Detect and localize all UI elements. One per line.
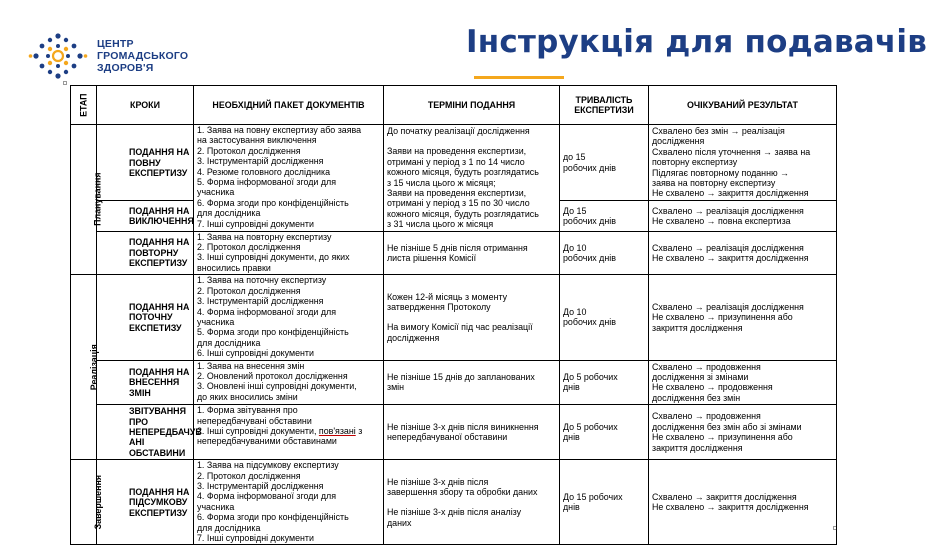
docs-amendments: 1. Заява на внесення змін 2. Оновлений протокол дослідження 3. Оновлені інші супровідні документи, до яких вносились зміни — [194, 360, 384, 405]
page-title: Інструкція для подавачів — [466, 24, 928, 60]
selection-handle — [63, 81, 67, 85]
terms-full-review: До початку реалізації дослідження Заяви на проведення експертизи, отримані у період з 1 по 14 число кожного місяця, будуть розглядатись з 15 числа цього ж місяця; Заяви на проведення експертизи, отримані у період з 15 по 30 число кожного місяця, будуть розглядатись з 31 числа цього ж місяця — [384, 125, 560, 232]
table-row — [71, 231, 837, 275]
docs-final-review: 1. Заява на підсумкову експертизу 2. Протокол дослідження 3. Інструментарій дослідження 4. Форма інформованої згоди для учасника 6. Форма згоди про конфіденційність для дослідника 7. Інші супровідні документи — [194, 460, 384, 545]
table-row — [71, 460, 837, 545]
docs-unforeseen: 1. Форма звітування про непередбачувані обставини 2. Інші супровідні документи, пов'язані з непередбачуваними обставинами — [194, 405, 384, 460]
step-repeat-review: ПОДАННЯ НА ПОВТОРНУ ЕКСПЕРТИЗУ — [97, 231, 194, 275]
result-amendments: Схвалено → продовження дослідження зі змінами Не схвалено → продовження дослідження без змін — [649, 360, 837, 405]
org-name: ЦЕНТР ГРОМАДСЬКОГО ЗДОРОВ'Я — [97, 38, 189, 74]
header-duration: ТРИВАЛІСТЬ ЕКСПЕРТИЗИ — [560, 86, 649, 125]
duration-amendments: До 5 робочих днів — [560, 360, 649, 405]
table-row — [71, 275, 837, 360]
duration-repeat-review: До 10 робочих днів — [560, 231, 649, 275]
docs-full-review: 1. Заява на повну експертизу або заява на застосування виключення 2. Протокол дослідження 3. Інструментарій дослідження 4. Резюме головного дослідника 5. Форма інформованої згоди для учасника 6. Форма згоди про конфіденційність для дослідника 7. Інші супровідні документи — [194, 125, 384, 232]
stage-planning: Планування — [71, 125, 97, 275]
header-stage: ЕТАП — [71, 86, 97, 125]
terms-ongoing-review: Кожен 12-й місяць з моменту затвердження Протоколу На вимогу Комісії під час реалізації дослідження — [384, 275, 560, 360]
header-terms: ТЕРМІНИ ПОДАННЯ — [384, 86, 560, 125]
header-result: ОЧІКУВАНИЙ РЕЗУЛЬТАТ — [649, 86, 837, 125]
table-row — [71, 360, 837, 405]
header-docs: НЕОБХІДНИЙ ПАКЕТ ДОКУМЕНТІВ — [194, 86, 384, 125]
org-logo-icon — [28, 30, 88, 86]
terms-amendments: Не пізніше 15 днів до запланованих змін — [384, 360, 560, 405]
duration-full-review: до 15 робочих днів — [560, 125, 649, 201]
step-full-review: ПОДАННЯ НА ПОВНУ ЕКСПЕРТИЗУ — [97, 125, 194, 201]
step-amendments: ПОДАННЯ НА ВНЕСЕННЯ ЗМІН — [97, 360, 194, 405]
table-row — [71, 125, 837, 201]
result-full-review: Схвалено без змін → реалізація дослідження Схвалено після уточнення → заява на повторну експертизу Підлягає повторному поданню → заява на повторну експертизу Не схвалено → закриття дослідження — [649, 125, 837, 201]
result-ongoing-review: Схвалено → реалізація дослідження Не схвалено → призупинення або закриття дослідження — [649, 275, 837, 360]
table-row — [71, 405, 837, 460]
docs-repeat-review: 1. Заява на повторну експертизу 2. Протокол дослідження 3. Інші супровідні документи, до яких вносились правки — [194, 231, 384, 275]
result-final-review: Схвалено → закриття дослідження Не схвалено → закриття дослідження — [649, 460, 837, 545]
terms-final-review: Не пізніше 3-х днів після завершення збору та обробки даних Не пізніше 3-х днів після аналізу даних — [384, 460, 560, 545]
title-underline — [474, 76, 564, 79]
step-final-review: ПОДАННЯ НА ПІДСУМКОВУ ЕКСПЕРТИЗУ — [97, 460, 194, 545]
step-ongoing-review: ПОДАННЯ НА ПОТОЧНУ ЕКСПЕТИЗУ — [97, 275, 194, 360]
step-exemption: ПОДАННЯ НА ВИКЛЮЧЕННЯ — [97, 201, 194, 231]
duration-final-review: До 15 робочих днів — [560, 460, 649, 545]
duration-ongoing-review: До 10 робочих днів — [560, 275, 649, 360]
duration-unforeseen: До 5 робочих днів — [560, 405, 649, 460]
result-repeat-review: Схвалено → реалізація дослідження Не схвалено → закриття дослідження — [649, 231, 837, 275]
header-steps: КРОКИ — [97, 86, 194, 125]
terms-repeat-review: Не пізніше 5 днів після отримання листа рішення Комісії — [384, 231, 560, 275]
stage-implementation: Реалізація — [71, 275, 97, 460]
submission-instructions-table — [70, 85, 837, 545]
docs-ongoing-review: 1. Заява на поточну експертизу 2. Протокол дослідження 3. Інструментарій дослідження 4. Форма інформованої згоди для учасника 5. Форма згоди про конфіденційність для дослідника 6. Інші супровідні документи — [194, 275, 384, 360]
table-header-row — [71, 86, 837, 125]
terms-unforeseen: Не пізніше 3-х днів після виникнення непередбачуваної обставини — [384, 405, 560, 460]
stage-completion: Завершення — [71, 460, 97, 545]
duration-exemption: До 15 робочих днів — [560, 201, 649, 231]
result-exemption: Схвалено → реалізація дослідження Не схвалено → повна експертиза — [649, 201, 837, 231]
step-unforeseen: ЗВІТУВАННЯ ПРО НЕПЕРЕДБАЧУВ АНІ ОБСТАВИНИ — [97, 405, 194, 460]
result-unforeseen: Схвалено → продовження дослідження без змін або зі змінами Не схвалено → призупинення або закриття дослідження — [649, 405, 837, 460]
